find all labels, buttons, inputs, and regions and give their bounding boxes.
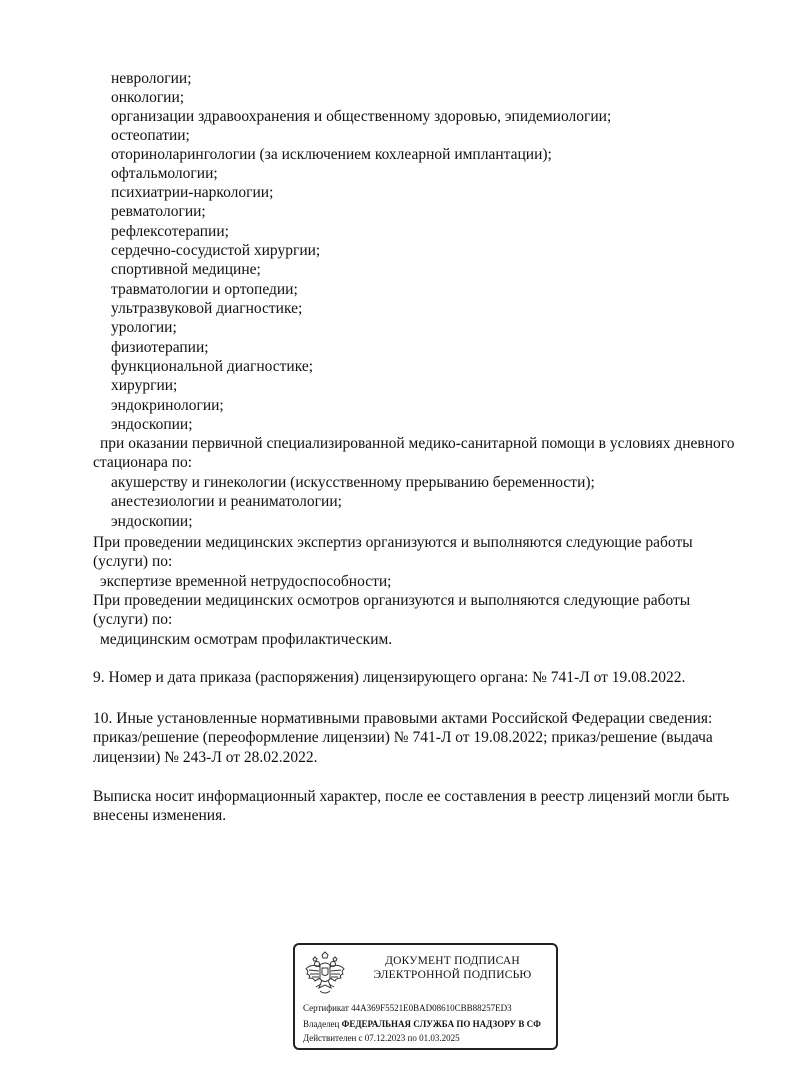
list-item: психиатрии-наркологии; — [111, 184, 274, 201]
disclaimer-line1: Выписка носит информационный характер, после ее составления в реестр лицензий могли быть — [93, 788, 730, 805]
expertise-heading: При проведении медицинских экспертиз организуются и выполняются следующие работы — [93, 534, 693, 551]
list-item: спортивной медицине; — [111, 261, 261, 278]
section-9: 9. Номер и дата приказа (распоряжения) лицензирующего органа: № 741-Л от 19.08.2022. — [93, 669, 686, 686]
list-item: оториноларингологии (за исключением кохлеарной имплантации); — [111, 146, 552, 163]
list-item: ревматологии; — [111, 203, 206, 220]
stamp-title-line2: ЭЛЕКТРОННОЙ ПОДПИСЬЮ — [373, 969, 532, 981]
stamp-validity: Действителен с 07.12.2023 по 01.03.2025 — [303, 1033, 460, 1043]
owner-value: ФЕДЕРАЛЬНАЯ СЛУЖБА ПО НАДЗОРУ В СФ — [341, 1019, 541, 1029]
examinations-heading: При проведении медицинских осмотров организуются и выполняются следующие работы — [93, 592, 691, 609]
list-item: урологии; — [111, 319, 177, 336]
list-item: травматологии и ортопедии; — [111, 281, 298, 298]
stamp-title-line1: ДОКУМЕНТ ПОДПИСАН — [385, 955, 520, 967]
stamp-title — [355, 954, 550, 982]
list-item: рефлексотерапии; — [111, 223, 229, 240]
day-stationary-heading-cont: стационара по: — [93, 454, 193, 471]
list-item: эндоскопии; — [111, 416, 193, 433]
list-item: медицинским осмотрам профилактическим. — [100, 631, 393, 648]
coat-of-arms-icon — [303, 951, 347, 997]
list-item: сердечно-сосудистой хирургии; — [111, 242, 321, 259]
owner-label: Владелец — [303, 1019, 340, 1029]
list-item: функциональной диагностике; — [111, 358, 314, 375]
section-10-line2: приказ/решение (переоформление лицензии) № 741-Л от 19.08.2022; приказ/решение (выдача — [93, 729, 713, 746]
list-item: экспертизе временной нетрудоспособности; — [100, 573, 392, 590]
list-item: акушерству и гинекологии (искусственному прерыванию беременности); — [111, 474, 595, 491]
certificate-label: Сертификат — [303, 1003, 349, 1013]
stamp-owner — [303, 1019, 541, 1030]
signature-stamp — [293, 943, 558, 1050]
list-item: анестезиологии и реаниматологии; — [111, 493, 342, 510]
section-10-line1: 10. Иные установленные нормативными правовыми актами Российской Федерации сведения: — [93, 710, 713, 727]
list-item: эндокринологии; — [111, 397, 224, 414]
list-item: остеопатии; — [111, 127, 190, 144]
list-item: организации здравоохранения и общественному здоровью, эпидемиологии; — [111, 108, 612, 125]
list-item: неврологии; — [111, 70, 192, 87]
examinations-heading-cont: (услуги) по: — [93, 611, 173, 628]
disclaimer-line2: внесены изменения. — [93, 807, 227, 824]
list-item: офтальмологии; — [111, 165, 218, 182]
section-10-line3: лицензии) № 243-Л от 28.02.2022. — [93, 749, 318, 766]
stamp-certificate — [303, 1003, 512, 1014]
certificate-value: 44A369F5521E0BAD08610CBB88257ED3 — [351, 1003, 512, 1013]
list-item: онкологии; — [111, 89, 185, 106]
list-item: хирургии; — [111, 377, 178, 394]
list-item: эндоскопии; — [111, 513, 193, 530]
expertise-heading-cont: (услуги) по: — [93, 553, 173, 570]
list-item: физиотерапии; — [111, 339, 209, 356]
list-item: ультразвуковой диагностике; — [111, 300, 303, 317]
day-stationary-heading: при оказании первичной специализированной медико-санитарной помощи в условиях дневного — [100, 435, 735, 452]
